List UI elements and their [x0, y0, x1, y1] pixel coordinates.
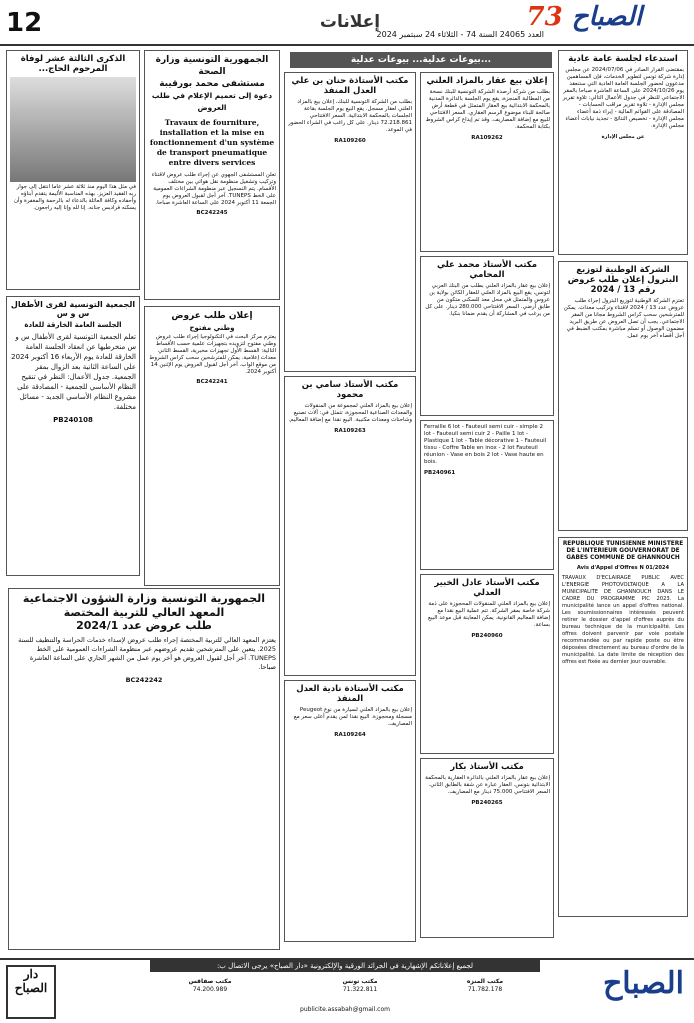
sale-ad-body: إعلان بيع عقار بالمزاد العلني بالدائرة العقارية بالمحكمة الابتدائية بتونس. العقار عبارة عن شقة بالطابق الثاني. السعر الافتتاحي 75.000 دينار مع المصاريف.: [425, 775, 550, 795]
sale-ad-5: [420, 758, 554, 938]
office-title: مكتب صفاقس: [188, 978, 232, 985]
tender-body: تعتزم الشركة الوطنية لتوزيع البترول إجراء طلب عروض عدد 13 / 2024 لاقتناء وتركيب معدات. يمكن للمترشحين سحب كراس الشروط مجانا من المقر الاجتماعي. يجب أن تصل العروض عن طريق البريد مضمون الوصول أو تسلم مباشرة بمكتب الضبط في أجل أقصاه آخر يوم عمل.: [563, 298, 684, 339]
sale-ad-6: [284, 72, 416, 372]
obituary: [6, 50, 140, 290]
hospital-tender-fr-title: Travaux de fourniture, installation et la mise en fonctionnement d'un système de transport pneumatique entre divers services: [149, 118, 275, 167]
french-tender-notice: [558, 537, 688, 917]
footer-small-logo: دار الصباح: [6, 965, 56, 1019]
sale-ad-title: إعلان بيع عقار بالمزاد العلني: [426, 76, 548, 86]
hospital-tender-title: دعوة إلى تعميم الإعلام في طلب العروض: [151, 91, 273, 112]
sale-ad-ref: PB240960: [471, 633, 503, 639]
sale-ad-8: [284, 680, 416, 942]
page-header: [0, 0, 694, 46]
hospital-name: مستشفى محمد بورقيبة: [159, 79, 265, 89]
office-title: مكتب تونس: [342, 978, 378, 985]
obituary-body: في مثل هذا اليوم منذ ثلاثة عشر عاما انتقل إلى جوار ربه الفقيد العزيز. بهذه المناسبة الأليمة يتقدم أبناؤه وأحفاده وكافة العائلة بالدعاء له بالرحمة والمغفرة وأن يسكنه فراديس جنانه. إنا لله وإنا إليه راجعون.: [14, 184, 136, 211]
notice-signature: عن مجلس الإدارة: [601, 134, 645, 140]
sale-ad-1: [420, 72, 554, 252]
sale-ad-body: Ferraille 6 lot - Fauteuil semi cuir - simple 2 lot - Fauteuil semi cuir 2 - Paille 1 lot - Plastique 1 lot - Table décorative 1 - Fauteuil tissu - Coffre Table en inox - 2 lot Fauteuil réunion - Vase en bois 2 lot - Vase haute en bois.: [424, 424, 547, 465]
notice-title: استدعاء لجلسة عامة عادية: [568, 54, 678, 64]
obituary-title: الذكرى الثالثة عشر لوفاة المرحوم الحاج...: [20, 54, 126, 74]
research-tender-body: يعتزم مركز البحث في التكنولوجيا إجراء طلب عروض وطني مفتوح لتزويده بتجهيزات علمية حسب الأقساط التالية: القسط الأول تجهيزات مخبرية، القسط الثاني معدات إعلامية. يمكن للمترشحين سحب كراس الشروط من موقع الواب. آخر أجل لقبول العروض يوم الإثنين 14 أكتوبر 2024.: [149, 334, 276, 375]
sale-ad-body: إعلان بيع بالمزاد العلني لسيارة من نوع Peugeot مسجلة ومحجوزة. البيع نقدا لمن يقدم أعلى سعر مع المصاريف.: [293, 707, 412, 727]
social-affairs-tender: [8, 588, 280, 950]
sale-ad-body: إعلان بيع بالمزاد العلني لمجموعة من المنقولات والمعدات الصناعية المحجوزة، تتمثل في: آلات تصنيع وشاحنات ومعدات مكتبية. البيع نقدا مع إضافة المعاليم.: [288, 403, 412, 423]
logo-name: الصباح: [571, 2, 642, 32]
sale-ad-3: [420, 420, 554, 570]
office-phone: 74.200.989: [192, 986, 228, 993]
sale-ad-ref: PB240961: [424, 470, 456, 476]
sale-ad-4: [420, 574, 554, 754]
sale-ad-title: مكتب الأستاذ محمد علي المحامي: [436, 260, 538, 280]
sale-ad-title: مكتب الأستاذ بكار: [450, 762, 524, 772]
sale-ad-body: بطلب من شركة أرصدة الشركة التونسية للبنك نسخة من المطالبة المنجزة، يقع يوم الجلسة بالدائرة المدنية بالمحكمة الابتدائية بيع العقار المتمثل في قطعة أرض صالحة للبناء موضوع الرسم العقاري. السعر الافتتاحي للبيع مع إضافة المصاريف. وقد تم إيداع كراس الشروط بكتابة المحكمة.: [425, 89, 550, 130]
french-body: TRAVAUX D'ECLAIRAGE PUBLIC AVEC L'ENERGIE PHOTOVOLTAIQUE A LA MUNICIPALITE DE GHANNOUCH DANS LE CADRE DU PROGRAMME PIC 2023. La municipalité lance un appel d'offres national. Les soumissionnaires intéressés peuvent retirer le dossier d'appel d'offres auprès du bureau technique de la municipalité. Les offres doivent parvenir par voie postale recommandée ou par rapide poste ou être déposées directement au bureau d'ordre de la municipalité. La date limite de réception des offres est fixée au dernier jour ouvrable.: [562, 575, 684, 665]
office-tunis: [300, 978, 420, 994]
social-affairs-tender-number: طلب عروض عدد 2024/1: [76, 619, 212, 632]
issue-info: العدد 24065 السنة 74 - الثلاثاء 24 سبتمبر 2024: [376, 30, 544, 39]
sale-ad-title: مكتب الأستاذة حنان بن علي العدل المنفذ: [291, 76, 409, 96]
sale-ad-title: مكتب الأستاذة نادية العدل المنفذ: [296, 684, 404, 704]
office-sfax: [150, 978, 270, 994]
hospital-tender: [144, 50, 280, 300]
sale-ad-ref: RA109264: [334, 732, 366, 738]
research-tender: [144, 306, 280, 586]
sos-notice-title: الجمعية التونسية لقرى الأطفال س و س: [10, 300, 136, 318]
notice-body: بمقتضى القرار الصادر في 2024/07/06 عن مجلس إدارة شركة تونس لتطوير الخدمات، فإن المساهمين مدعوون لحضور الجلسة العامة العادية التي ستنعقد يوم 2024/10/26 على الساعة العاشرة صباحا بالمقر الاجتماعي للنظر في جدول الأعمال التالي: تلاوة تقرير مجلس الإدارة - تلاوة تقرير مراقب الحسابات - المصادقة على القوائم المالية - إبراء ذمة أعضاء مجلس الإدارة - تخصيص النتائج - تجديد نيابات أعضاء مجلس الإدارة.: [562, 67, 684, 129]
sos-notice-sub: الجلسة العامة الخارقة للعادة: [24, 321, 122, 329]
section-title: إعلانات: [319, 12, 381, 32]
sale-ad-ref: RA109262: [471, 135, 503, 141]
research-tender-ref: BC242241: [196, 379, 228, 385]
hospital-tender-body: تعلن المستشفى الجهوي عن إجراء طلب عروض لاقتناء وتركيب وتشغيل منظومة نقل هوائي بين مختلف الأقسام. يتم التسجيل عبر منظومة الشراءات العمومية على الخط TUNEPS. آخر أجل لقبول العروض يوم الجمعة 11 أكتوبر 2024 على الساعة العاشرة صباحا.: [151, 172, 276, 206]
sale-ad-body: إعلان بيع عقار بالمزاد العلني بطلب من البنك العربي لتونس، يقع البيع بالمزاد العلني للعقار الكائن بولاية بن عروس والمتمثل في محل معد للسكنى متكون من طابق أرضي. السعر الافتتاحي 280.000 دينار. على كل من يرغب في المشاركة أن يقدم ضمانا بنكيا.: [425, 283, 550, 317]
office-phone: 71.322.811: [342, 986, 378, 993]
office-menzah: [440, 978, 530, 994]
social-affairs-ref: BC242242: [125, 676, 163, 684]
french-subtitle: Avis d'Appel d'Offres N 01/2024: [576, 565, 670, 571]
logo-number: 73: [526, 2, 563, 32]
sale-ad-2: [420, 256, 554, 416]
sale-ad-ref: RA109263: [334, 428, 366, 434]
obituary-photo: [10, 77, 136, 182]
hospital-tender-ref: BC242245: [196, 210, 228, 216]
footer-contact-bar: لجميع إعلاناتكم الإشهارية في الجرائد الورقية والإلكترونية «دار الصباح» يرجى الاتصال ب:: [150, 960, 540, 972]
left-column: [6, 50, 140, 580]
research-tender-title: إعلان طلب عروض: [171, 311, 253, 321]
research-tender-sub: وطني مفتوح: [189, 324, 235, 332]
center-column: [284, 72, 416, 952]
sale-ad-title: مكتب الأستاذ سامي بن محمود: [301, 380, 399, 400]
mid-right-column: [420, 72, 554, 952]
right-column: [558, 50, 688, 950]
sos-notice-body: تعلم الجمعية التونسية لقرى الأطفال س و س منخرطيها عن انعقاد الجلسة العامة الخارقة للعادة يوم الأربعاء 16 أكتوبر 2024 على الساعة الثانية بعد الزوال بمقر الجمعية. جدول الأعمال: النظر في تنقيح النظام الأساسي للجمعية - المصادقة على مشروع النظام الأساسي الجديد - مسائل مختلفة.: [11, 333, 136, 411]
sale-ad-title: مكتب الأستاذ عادل الخبير العدلي: [434, 578, 540, 598]
french-header: REPUBLIQUE TUNISIENNE MINISTERE DE L'INTERIEUR GOUVERNORAT DE GABES COMMUNE DE GHANNOUCH: [562, 541, 684, 561]
hospital-ministry: الجمهورية التونسية وزارة الصحة: [155, 55, 269, 77]
sos-villages-notice: [6, 296, 140, 576]
footer-email[interactable]: publicite.assabah@gmail.com: [300, 1006, 390, 1013]
judicial-sales-banner: بيوعات عدلية... بيوعات عدلية...: [290, 52, 552, 68]
page-number: 12: [6, 8, 43, 38]
sale-ad-body: بطلب من الشركة التونسية للبنك، إعلان بيع بالمزاد العلني لعقار مسجل. يقع البيع يوم الجلسة بقاعة الجلسات بالمحكمة الابتدائية. السعر الافتتاحي 72.218.861 دينار. على كل راغب في الشراء الحضور في الموعد.: [288, 99, 412, 133]
sale-ad-body: إعلان بيع بالمزاد العلني للمنقولات المحجوزة على ذمة شركة خاصة بمقر الشركة. تتم عملية البيع نقدا مع إضافة المعاليم القانونية. يمكن المعاينة قبل موعد البيع بساعة.: [428, 601, 550, 628]
general-assembly-notice: [558, 50, 688, 255]
social-affairs-header: الجمهورية التونسية وزارة الشؤون الاجتماعية المعهد العالي للتربية المختصة: [22, 592, 266, 619]
footer-logo: الصباح: [602, 966, 684, 1001]
newspaper-logo: [527, 2, 643, 32]
sale-ad-7: [284, 376, 416, 676]
social-affairs-body: يعتزم المعهد العالي للتربية المختصة إجراء طلب عروض لإسداء خدمات الحراسة والتنظيف للسنة 2025. يتعين على المترشحين تقديم عروضهم عبر منظومة الشراءات العمومية على الخط TUNEPS. آخر أجل لقبول العروض هو آخر يوم عمل من الشهر الجاري على الساعة العاشرة صباحا.: [18, 636, 276, 671]
office-phone: 71.782.178: [467, 986, 503, 993]
sos-notice-ref: PB240108: [53, 416, 93, 424]
office-title: مكتب المنزه: [466, 978, 504, 985]
sale-ad-ref: RA109260: [334, 138, 366, 144]
sale-ad-ref: PB240265: [471, 800, 503, 806]
tender-notice: [558, 261, 688, 531]
tender-title: الشركة الوطنية لتوزيع البترول إعلان طلب عروض رقم 13 / 2024: [567, 265, 679, 295]
